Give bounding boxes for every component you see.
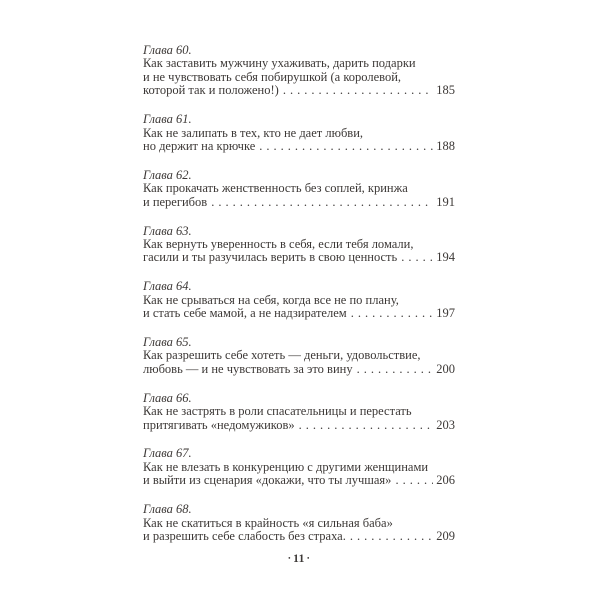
page-footer (143, 553, 455, 565)
entry-text-line: которой так и положено!) (143, 83, 279, 98)
entry-text-line: притягивать «недомужиков» (143, 417, 295, 432)
entry-text-line: любовь — и не чувствовать за это вину (143, 361, 353, 376)
dot-leader (259, 140, 433, 153)
chapter-label: Глава 63. (143, 223, 192, 238)
chapter-label: Глава 67. (143, 446, 192, 461)
entry-text-line: Как не влезать в конкуренцию с другими женщинами (143, 459, 429, 474)
entry-last-line (143, 363, 455, 376)
dot-leader (401, 251, 433, 264)
entry-page-number: 185 (436, 83, 455, 98)
dot-leader (350, 530, 433, 543)
entry-text-line: Как не срываться на себя, когда все не по плану, (143, 292, 399, 307)
dot-leader (211, 196, 433, 209)
toc-entry (143, 44, 455, 98)
entry-text-line: Как не скатиться в крайность «я сильная баба» (143, 515, 393, 530)
entry-last-line (143, 474, 455, 487)
entry-page-number: 209 (436, 528, 455, 543)
entry-page-number: 206 (436, 473, 455, 488)
toc-entry (143, 225, 455, 265)
toc-entry (143, 336, 455, 376)
toc-entry (143, 392, 455, 432)
table-of-contents (143, 44, 455, 559)
entry-last-line (143, 196, 455, 209)
chapter-label: Глава 65. (143, 335, 192, 349)
entry-last-line (143, 419, 455, 432)
entry-text-line: Как заставить мужчину ухаживать, дарить подарки (143, 56, 416, 71)
entry-text-line: Как вернуть уверенность в себя, если тебя ломали, (143, 236, 414, 251)
entry-text-line: и не чувствовать себя побирушкой (а королевой, (143, 69, 402, 84)
toc-entry (143, 280, 455, 320)
toc-entry (143, 503, 455, 543)
entry-last-line (143, 140, 455, 153)
entry-text-line: Как не залипать в тех, кто не дает любви, (143, 125, 364, 140)
entry-page-number: 191 (436, 194, 455, 209)
dot-leader (351, 307, 434, 320)
footer-page-number: 11 (293, 553, 305, 565)
entry-page-number: 203 (436, 417, 455, 432)
entry-text-line: Как разрешить себе хотеть — деньги, удовольствие, (143, 348, 421, 363)
dot-leader (299, 419, 434, 432)
entry-text-line: и выйти из сценария «докажи, что ты лучшая» (143, 473, 392, 488)
footer-bullet: • (306, 554, 310, 563)
entry-text-line: и стать себе мамой, а не надзирателем (143, 306, 347, 321)
entry-last-line (143, 84, 455, 97)
entry-last-line (143, 307, 455, 320)
entry-text-line: Как не застрять в роли спасательницы и перестать (143, 404, 412, 419)
entry-last-line (143, 530, 455, 543)
entry-page-number: 188 (436, 138, 455, 153)
dot-leader (283, 84, 433, 97)
toc-entry (143, 447, 455, 487)
chapter-label: Глава 62. (143, 167, 192, 182)
footer-bullet: • (288, 554, 292, 563)
entry-text-line: и разрешить себе слабость без страха. (143, 528, 346, 543)
entry-page-number: 197 (436, 306, 455, 321)
toc-entry (143, 113, 455, 153)
entry-page-number: 200 (436, 361, 455, 376)
toc-entry (143, 169, 455, 209)
entry-text-line: и перегибов (143, 194, 208, 209)
chapter-label: Глава 60. (143, 43, 192, 57)
entry-text-line: Как прокачать женственность без соплей, кринжа (143, 181, 408, 196)
chapter-label: Глава 66. (143, 390, 192, 405)
dot-leader (395, 474, 433, 487)
entry-text-line: гасили и ты разучилась верить в свою ценность (143, 250, 398, 265)
dot-leader (357, 363, 434, 376)
chapter-label: Глава 61. (143, 112, 192, 127)
chapter-label: Глава 68. (143, 502, 192, 517)
entry-text-line: но держит на крючке (143, 138, 256, 153)
chapter-label: Глава 64. (143, 279, 192, 294)
entry-last-line (143, 251, 455, 264)
entry-page-number: 194 (436, 250, 455, 265)
